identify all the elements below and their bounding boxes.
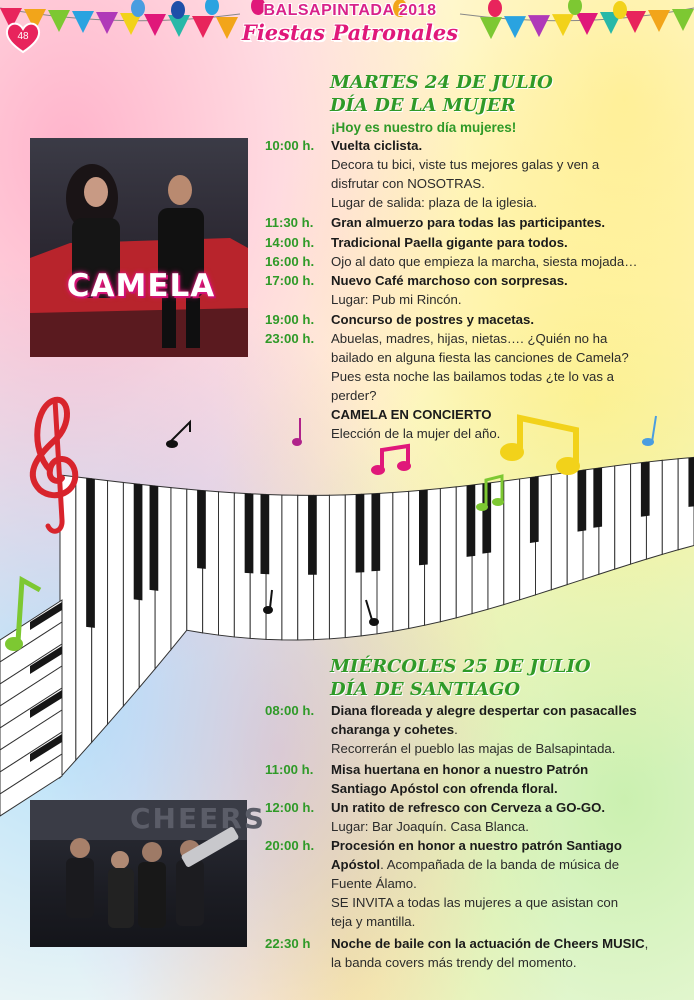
piano-black-key [150, 485, 159, 590]
event-detail: bailado en alguna fiesta las canciones de Camela? [331, 350, 629, 365]
piano-white-key [662, 459, 678, 555]
piano-black-key [308, 495, 317, 574]
event-detail: Abuelas, madres, hijas, nietas…. ¿Quién no ha [331, 331, 608, 346]
camela-band-photo [30, 138, 248, 357]
piano-white-key [393, 491, 409, 631]
piano-white-key [329, 495, 345, 639]
event-description [331, 760, 675, 798]
header-title-top: BALSAPINTADA 2018 [263, 2, 437, 19]
event-description [331, 252, 675, 271]
piano-black-key [593, 468, 602, 528]
bunting-flag [624, 11, 646, 33]
piano-black-key [467, 485, 476, 557]
event-time: 17:00 h. [265, 273, 315, 288]
event-title: Apóstol [331, 857, 381, 872]
event-title: Vuelta ciclista. [331, 138, 423, 153]
event-detail: Pues esta noche las bailamos todas ¿te lo vas a [331, 369, 614, 384]
event-detail: SE INVITA a todas las mujeres a que asistan con [331, 895, 619, 910]
event-title: Gran almuerzo para todas las participantes. [331, 215, 606, 230]
event-description [331, 836, 675, 931]
piano-black-key [86, 478, 95, 628]
bunting-flag [72, 11, 94, 33]
event-detail: . Acompañada de la banda de música de [380, 857, 620, 872]
event-detail: Elección de la mujer del año. [331, 426, 501, 441]
event-time: 10:00 h. [265, 138, 315, 153]
event-title: Concurso de postres y macetas. [331, 312, 535, 327]
day1-title-name: DÍA DE LA MUJER [330, 95, 516, 116]
event-title: Misa huertana en honor a nuestro Patrón [331, 762, 589, 777]
event-detail: perder? [331, 388, 377, 403]
piano-black-key [530, 476, 539, 543]
piano-white-key [108, 481, 124, 725]
piano-black-key [371, 493, 380, 571]
balloon [205, 0, 219, 15]
cheers-sign-text: CHEERS [130, 802, 266, 835]
event-description [331, 136, 675, 212]
event-time: 11:30 h. [265, 215, 314, 230]
event-title: Santiago Apóstol con ofrenda floral. [331, 781, 558, 796]
event-title: CAMELA EN CONCIERTO [331, 407, 492, 422]
event-detail: disfrutar con NOSOTRAS. [331, 176, 485, 191]
event-description [331, 271, 675, 309]
event-detail: Lugar: Pub mi Rincón. [331, 292, 462, 307]
bunting-flag [648, 10, 670, 32]
event-detail: Ojo al dato que empieza la marcha, siesta mojada… [331, 254, 638, 269]
event-description [331, 233, 675, 252]
event-description [331, 934, 675, 972]
event-title: Procesión en honor a nuestro patrón Santiago [331, 838, 622, 853]
balloon [568, 0, 582, 15]
camela-logo-text: CAMELA [66, 268, 216, 304]
event-title: Tradicional Paella gigante para todos. [331, 235, 568, 250]
day1-slogan: ¡Hoy es nuestro día mujeres! [331, 120, 517, 135]
day2-title-date: MIÉRCOLES 25 DE JULIO [330, 656, 591, 677]
event-description [331, 701, 675, 758]
event-description [331, 213, 675, 232]
event-detail: teja y mantilla. [331, 914, 416, 929]
event-title: Nuevo Café marchoso con sorpresas. [331, 273, 568, 288]
event-detail: , [644, 936, 649, 951]
event-time: 12:00 h. [265, 800, 315, 815]
piano-black-key [245, 493, 254, 573]
event-time: 19:00 h. [265, 312, 315, 327]
event-time: 20:00 h. [265, 838, 315, 853]
piano-white-key [551, 472, 567, 589]
bunting-flag [48, 10, 70, 32]
event-detail: Lugar: Bar Joaquín. Casa Blanca. [331, 819, 529, 834]
piano-white-key [171, 488, 187, 650]
bunting-flag [576, 13, 598, 35]
event-time: 23:00 h. [265, 331, 315, 346]
event-time: 08:00 h. [265, 703, 315, 718]
piano-black-key [688, 457, 694, 507]
header-title-main: Fiestas Patronales [241, 20, 459, 45]
piano-black-key [261, 494, 270, 574]
event-detail: la banda covers más trendy del momento. [331, 955, 577, 970]
event-time: 22:30 h [265, 936, 311, 951]
balloon [171, 1, 185, 19]
piano-black-key [356, 494, 365, 572]
event-description [331, 329, 675, 443]
piano-black-key [197, 490, 206, 569]
bunting-flag [504, 16, 526, 38]
day1-title-date: MARTES 24 DE JULIO [330, 72, 553, 93]
page-number: 48 [17, 31, 29, 42]
balloon [613, 1, 627, 19]
event-title: Un ratito de refresco con Cerveza a GO-GO. [331, 800, 606, 815]
event-title: charanga y cohetes [331, 722, 455, 737]
event-description [331, 798, 675, 836]
piano-black-key [578, 470, 587, 532]
event-detail: Decora tu bici, viste tus mejores galas y ven a [331, 157, 600, 172]
event-title: Diana floreada y alegre despertar con pasacalles [331, 703, 637, 718]
piano-black-key [419, 490, 428, 566]
piano-black-key [641, 462, 650, 517]
bunting-flag [672, 9, 694, 31]
piano-white-key [219, 492, 235, 637]
bunting-flag [96, 12, 118, 34]
event-time: 16:00 h. [265, 254, 315, 269]
event-detail: . [454, 722, 458, 737]
bunting-flag [528, 15, 550, 37]
day2-title-name: DÍA DE SANTIAGO [330, 679, 521, 700]
bunting-flag [144, 14, 166, 36]
bunting-flag [552, 14, 574, 36]
piano-white-key [440, 487, 456, 622]
piano-white-key [615, 464, 631, 569]
event-detail: Fuente Álamo. [331, 876, 417, 891]
piano-white-key [504, 479, 520, 605]
event-description [331, 310, 675, 329]
event-detail: Lugar de salida: plaza de la iglesia. [331, 195, 538, 210]
event-time: 11:00 h. [265, 762, 314, 777]
event-detail: Recorrerán el pueblo las majas de Balsapintada. [331, 741, 616, 756]
piano-white-key [282, 495, 298, 640]
balloon [488, 0, 502, 17]
event-title: Noche de baile con la actuación de Cheers MUSIC [331, 936, 645, 951]
event-time: 14:00 h. [265, 235, 315, 250]
piano-black-key [134, 484, 143, 601]
